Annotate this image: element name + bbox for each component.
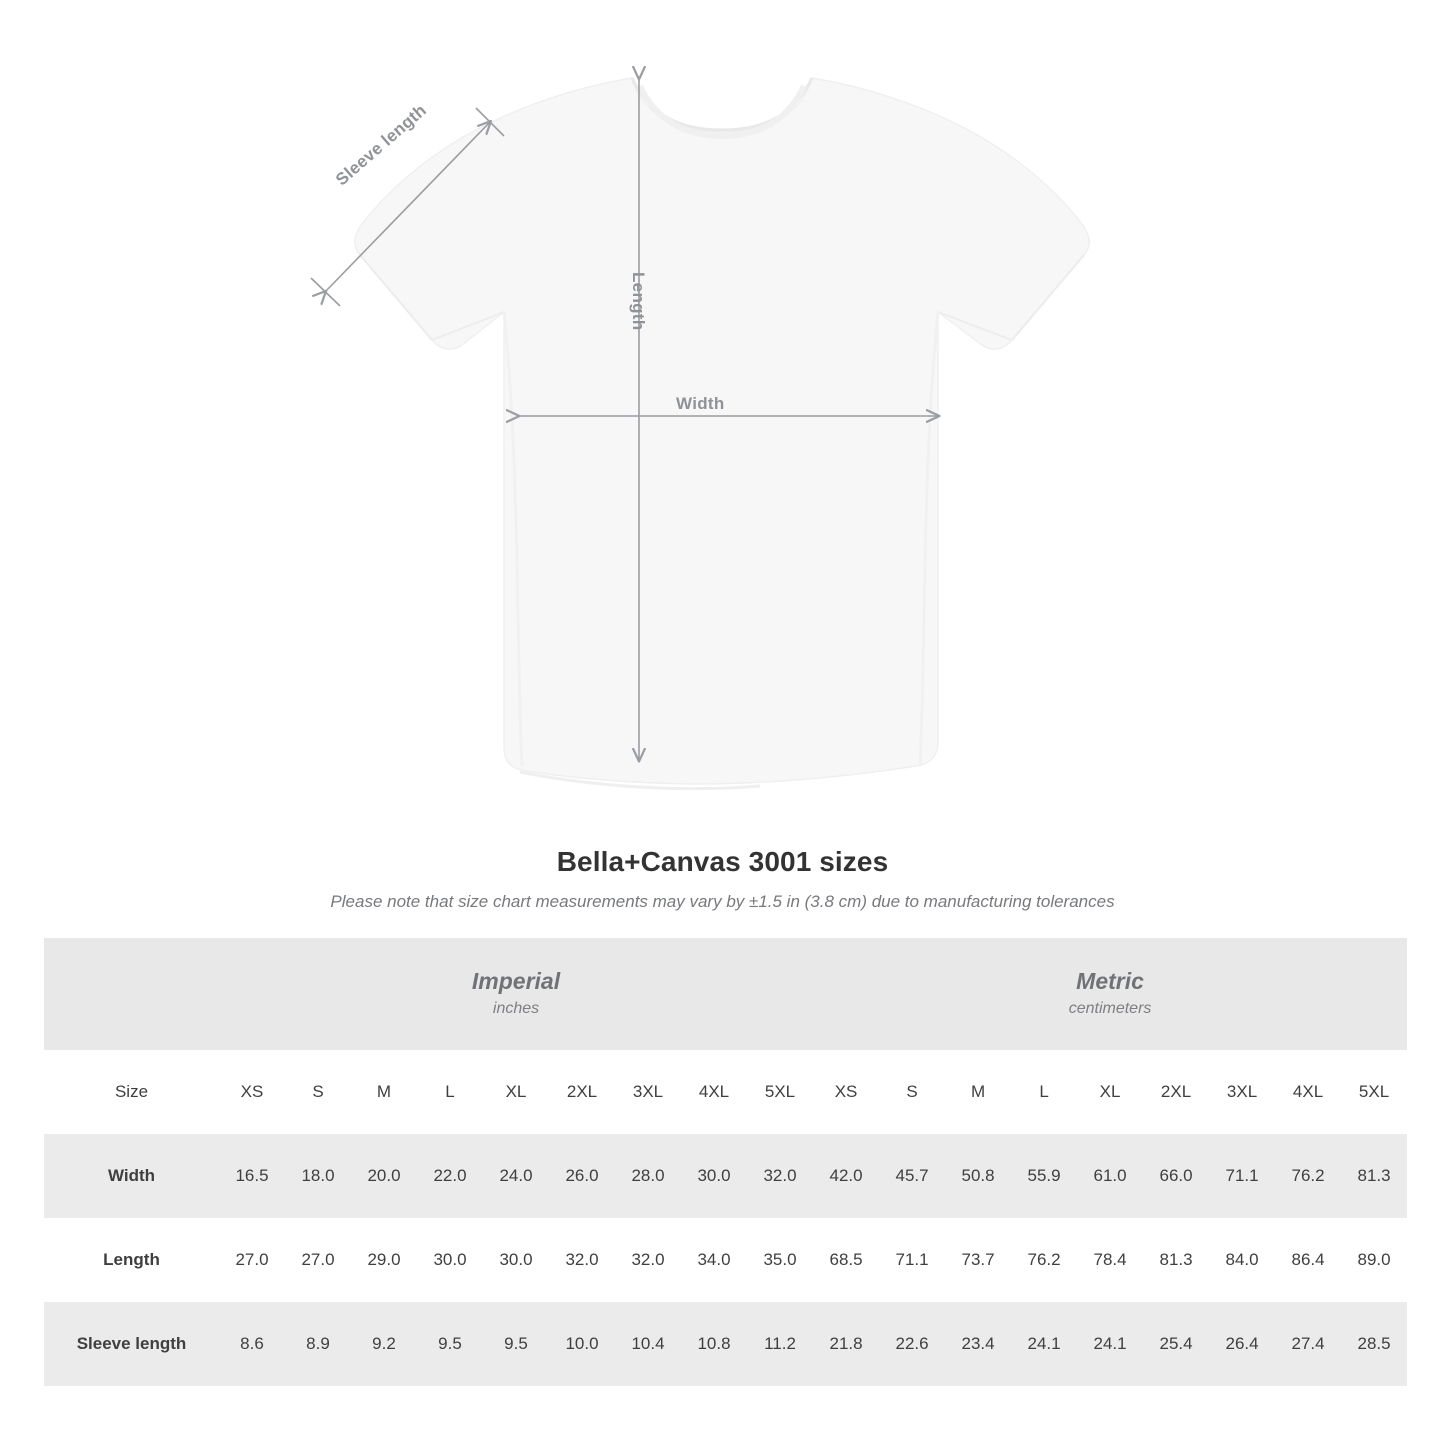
cell-width-17: 81.3: [1341, 1134, 1407, 1218]
cell-sleeve-10: 22.6: [879, 1302, 945, 1386]
table-row-sleeve-length: [44, 1302, 1407, 1386]
table-row-width: [44, 1134, 1407, 1218]
row-label-sleeve-length: Sleeve length: [44, 1302, 219, 1386]
cell-width-13: 61.0: [1077, 1134, 1143, 1218]
header-size-l-metric: L: [1011, 1050, 1077, 1134]
unit-band-spacer: [44, 938, 219, 1050]
header-size-xl-metric: XL: [1077, 1050, 1143, 1134]
cell-width-11: 50.8: [945, 1134, 1011, 1218]
cell-length-1: 27.0: [285, 1218, 351, 1302]
size-table: [44, 938, 1407, 1386]
header-size-3xl-imperial: 3XL: [615, 1050, 681, 1134]
header-size-3xl-metric: 3XL: [1209, 1050, 1275, 1134]
tolerance-note: Please note that size chart measurements may vary by ±1.5 in (3.8 cm) due to manufacturing tolerances: [330, 892, 1115, 911]
unit-name: centimeters: [1068, 999, 1152, 1017]
cell-width-7: 30.0: [681, 1134, 747, 1218]
cell-length-9: 68.5: [813, 1218, 879, 1302]
cell-width-15: 71.1: [1209, 1134, 1275, 1218]
unit-system-name: Imperial: [471, 967, 561, 994]
cell-length-10: 71.1: [879, 1218, 945, 1302]
cell-sleeve-8: 11.2: [747, 1302, 813, 1386]
unit-band-row: [44, 938, 1407, 1050]
header-size-4xl-imperial: 4XL: [681, 1050, 747, 1134]
cell-length-7: 34.0: [681, 1218, 747, 1302]
cell-sleeve-5: 10.0: [549, 1302, 615, 1386]
cell-sleeve-12: 24.1: [1011, 1302, 1077, 1386]
cell-sleeve-17: 28.5: [1341, 1302, 1407, 1386]
cell-sleeve-3: 9.5: [417, 1302, 483, 1386]
unit-system-name: Metric: [1076, 967, 1144, 994]
cell-width-3: 22.0: [417, 1134, 483, 1218]
cell-sleeve-0: 8.6: [219, 1302, 285, 1386]
cell-width-16: 76.2: [1275, 1134, 1341, 1218]
cell-width-4: 24.0: [483, 1134, 549, 1218]
cell-sleeve-13: 24.1: [1077, 1302, 1143, 1386]
cell-sleeve-7: 10.8: [681, 1302, 747, 1386]
cell-length-11: 73.7: [945, 1218, 1011, 1302]
unit-group-imperial: [219, 938, 813, 1050]
cell-sleeve-4: 9.5: [483, 1302, 549, 1386]
cell-length-12: 76.2: [1011, 1218, 1077, 1302]
cell-length-6: 32.0: [615, 1218, 681, 1302]
header-size-2xl-metric: 2XL: [1143, 1050, 1209, 1134]
cell-width-12: 55.9: [1011, 1134, 1077, 1218]
cell-length-14: 81.3: [1143, 1218, 1209, 1302]
chart-heading: [0, 846, 1445, 912]
table-header-row: [44, 1050, 1407, 1134]
cell-width-1: 18.0: [285, 1134, 351, 1218]
table-row-length: [44, 1218, 1407, 1302]
header-size-l-imperial: L: [417, 1050, 483, 1134]
header-size-s-metric: S: [879, 1050, 945, 1134]
cell-sleeve-14: 25.4: [1143, 1302, 1209, 1386]
cell-width-5: 26.0: [549, 1134, 615, 1218]
page-title: Bella+Canvas 3001 sizes: [556, 846, 889, 877]
cell-sleeve-16: 27.4: [1275, 1302, 1341, 1386]
unit-group-metric: [813, 938, 1407, 1050]
cell-length-17: 89.0: [1341, 1218, 1407, 1302]
header-size-m-imperial: M: [351, 1050, 417, 1134]
cell-sleeve-9: 21.8: [813, 1302, 879, 1386]
cell-width-0: 16.5: [219, 1134, 285, 1218]
cell-sleeve-2: 9.2: [351, 1302, 417, 1386]
header-size-4xl-metric: 4XL: [1275, 1050, 1341, 1134]
cell-sleeve-11: 23.4: [945, 1302, 1011, 1386]
cell-length-0: 27.0: [219, 1218, 285, 1302]
width-label: Width: [676, 394, 725, 413]
header-size-xs-metric: XS: [813, 1050, 879, 1134]
cell-width-14: 66.0: [1143, 1134, 1209, 1218]
header-size: Size: [44, 1050, 219, 1134]
header-size-5xl-imperial: 5XL: [747, 1050, 813, 1134]
cell-sleeve-6: 10.4: [615, 1302, 681, 1386]
row-label-width: Width: [44, 1134, 219, 1218]
cell-width-9: 42.0: [813, 1134, 879, 1218]
cell-width-10: 45.7: [879, 1134, 945, 1218]
cell-length-16: 86.4: [1275, 1218, 1341, 1302]
header-size-xl-imperial: XL: [483, 1050, 549, 1134]
header-size-s-imperial: S: [285, 1050, 351, 1134]
cell-length-13: 78.4: [1077, 1218, 1143, 1302]
cell-length-3: 30.0: [417, 1218, 483, 1302]
header-size-5xl-metric: 5XL: [1341, 1050, 1407, 1134]
tshirt-shape: [355, 78, 1089, 789]
cell-length-2: 29.0: [351, 1218, 417, 1302]
unit-name: inches: [492, 999, 540, 1017]
header-size-xs-imperial: XS: [219, 1050, 285, 1134]
header-size-m-metric: M: [945, 1050, 1011, 1134]
header-size-2xl-imperial: 2XL: [549, 1050, 615, 1134]
cell-width-6: 28.0: [615, 1134, 681, 1218]
row-label-length: Length: [44, 1218, 219, 1302]
sleeve-length-label: Sleeve length: [332, 100, 431, 190]
cell-sleeve-15: 26.4: [1209, 1302, 1275, 1386]
cell-length-15: 84.0: [1209, 1218, 1275, 1302]
cell-length-8: 35.0: [747, 1218, 813, 1302]
cell-width-2: 20.0: [351, 1134, 417, 1218]
length-label: Length: [629, 272, 648, 331]
cell-length-4: 30.0: [483, 1218, 549, 1302]
size-table-wrapper: [44, 938, 1401, 1386]
cell-length-5: 32.0: [549, 1218, 615, 1302]
cell-width-8: 32.0: [747, 1134, 813, 1218]
cell-sleeve-1: 8.9: [285, 1302, 351, 1386]
